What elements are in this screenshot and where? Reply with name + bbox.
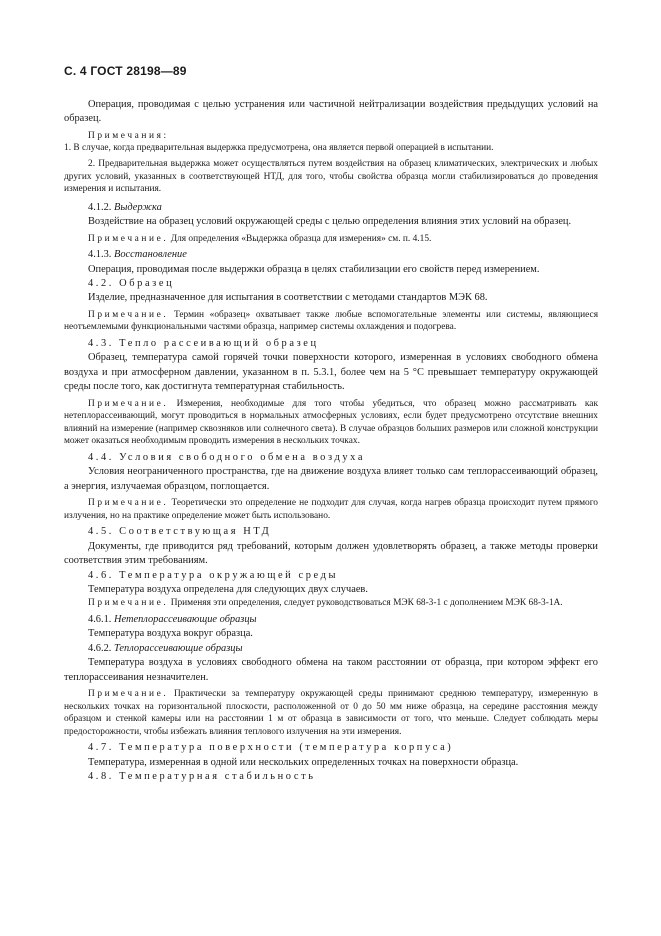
paragraph: Температура воздуха определена для следующих двух случаев. <box>88 584 368 596</box>
paragraph: Воздействие на образец условий окружающей среды с целью определения влияния этих условий на образец. <box>88 216 572 228</box>
section-title: Восстановление <box>114 249 187 261</box>
section-number: 4.1.2. <box>88 201 112 213</box>
section-heading: 4.6. Температура окружающей среды <box>88 569 339 581</box>
note <box>64 497 598 522</box>
note: 1. В случае, когда предварительная выдержка предусмотрена, она является первой операцией в испытании. <box>64 143 494 154</box>
section-heading <box>64 642 598 656</box>
paragraph: Температура воздуха вокруг образца. <box>88 628 253 640</box>
section-heading <box>64 613 598 627</box>
note <box>64 688 598 738</box>
section-heading: 4.4. Условия свободного обмена воздуха <box>88 452 366 463</box>
note: 2. Предварительная выдержка может осуществляться путем воздействия на образец климатических, электрических и любых других условий, указанных в соответствующей НТД, для того, чтобы свойства образца могли стабилизироваться до проведения измерения и испытания. <box>64 159 598 195</box>
paragraph: Температура воздуха в условиях свободного обмена на таком расстоянии от образца, при котором эффект его теплорассеивания незначителен. <box>64 657 598 683</box>
page-header: С. 4 ГОСТ 28198—89 <box>64 64 187 78</box>
section-number: 4.6.2. <box>88 642 112 654</box>
note <box>64 309 598 334</box>
section-title: Выдержка <box>114 201 162 213</box>
section-number: 4.6.1. <box>88 614 112 626</box>
paragraph: Документы, где приводится ряд требований, которым должен удовлетворять образец, а также методы проверки соответствия этим требованиям. <box>64 540 598 567</box>
section-heading <box>64 248 598 262</box>
note-label: Примечание. <box>88 498 169 509</box>
paragraph: Операция, проводимая после выдержки образца в целях стабилизации его свойств перед измерением. <box>88 263 540 275</box>
section-title: Теплорассеивающие образцы <box>114 642 243 654</box>
note-text: Применяя эти определения, следует руководствоваться МЭК 68-3-1 с дополнением МЭК 68-3-1А. <box>170 598 563 609</box>
section-heading <box>64 201 598 215</box>
document-body <box>64 98 598 785</box>
section-heading: 4.8. Температурная стабильность <box>88 771 316 783</box>
note-text: Практически за температуру окружающей среды принимают среднюю температуру, измеренную в нескольких точках на горизонтальной плоскости, расположенной от 0 до 50 мм ниже образца, на середине расстояния между образцом и стенкой камеры или на расстоянии 1 м от образца в зависимости от того, что меньше. Следует соблюдать меры предосторожности, чтобы избежать влияния теплового излучения на эти измерения. <box>64 689 598 737</box>
note-text: Теоретически это определение не подходит для случая, когда нагрев образца происходит путем прямого излучения, но на практике определение может быть использовано. <box>64 498 598 521</box>
note-text: Измерения, необходимые для того чтобы убедиться, что образец можно рассматривать как нетеплорассеивающий, могут проводиться в нормальных атмосферных условиях, если будет предусмотрено отсутствие внешних влияний на измерение (например сквозняков или солнечного света). В случае образцов больших размеров или сложной конструкции может оказаться необходимым проводить измерения в нескольких точках. <box>64 398 599 447</box>
note-text: Для определения «Выдержка образца для измерения» см. п. 4.15. <box>170 233 432 244</box>
section-heading: 4.2. Образец <box>88 278 175 289</box>
section-heading: 4.5. Соответствующая НТД <box>88 526 272 538</box>
paragraph: Условия неограниченного пространства, где на движение воздуха влияет только сам теплорассеивающий образец, а энергия, излучаемая образцом, поглощается. <box>64 466 598 492</box>
note-label: Примечание. <box>88 398 169 409</box>
paragraph: Образец, температура самой горячей точки поверхности которого, измеренная в условиях свободного обмена воздуха и при атмосферном давлении, указанном в п. 5.3.1, более чем на 5 °С превышает температуру окружающей среды после того, как достигнута температурная стабильность. <box>64 352 598 393</box>
note <box>64 597 598 610</box>
note-label: Примечание. <box>88 689 169 700</box>
note-label: Примечание. <box>88 233 169 244</box>
paragraph: Температура, измеренная в одной или нескольких определенных точках на поверхности образца. <box>88 756 519 768</box>
section-title: Нетеплорассеивающие образцы <box>114 614 257 626</box>
note <box>64 233 598 246</box>
section-heading: 4.7. Температура поверхности (температура корпуса) <box>88 742 454 754</box>
note-label: Примечание. <box>88 598 169 609</box>
paragraph: Изделие, предназначенное для испытания в соответствии с методами стандартов МЭК 68. <box>88 292 488 304</box>
note-label: Примечание. <box>88 309 169 320</box>
paragraph: Операция, проводимая с целью устранения или частичной нейтрализации воздействия предыдущих условий на образец. <box>64 99 598 125</box>
note <box>64 398 598 448</box>
section-heading: 4.3. Тепло рассеивающий образец <box>88 338 319 349</box>
note-text: Термин «образец» охватывает также любые вспомогательные элементы или системы, являющиеся неотъемлемыми функциональными частями образца, например системы охлаждения и подогрева. <box>64 309 599 333</box>
section-number: 4.1.3. <box>88 249 112 261</box>
notes-label: Примечания: <box>88 130 169 141</box>
